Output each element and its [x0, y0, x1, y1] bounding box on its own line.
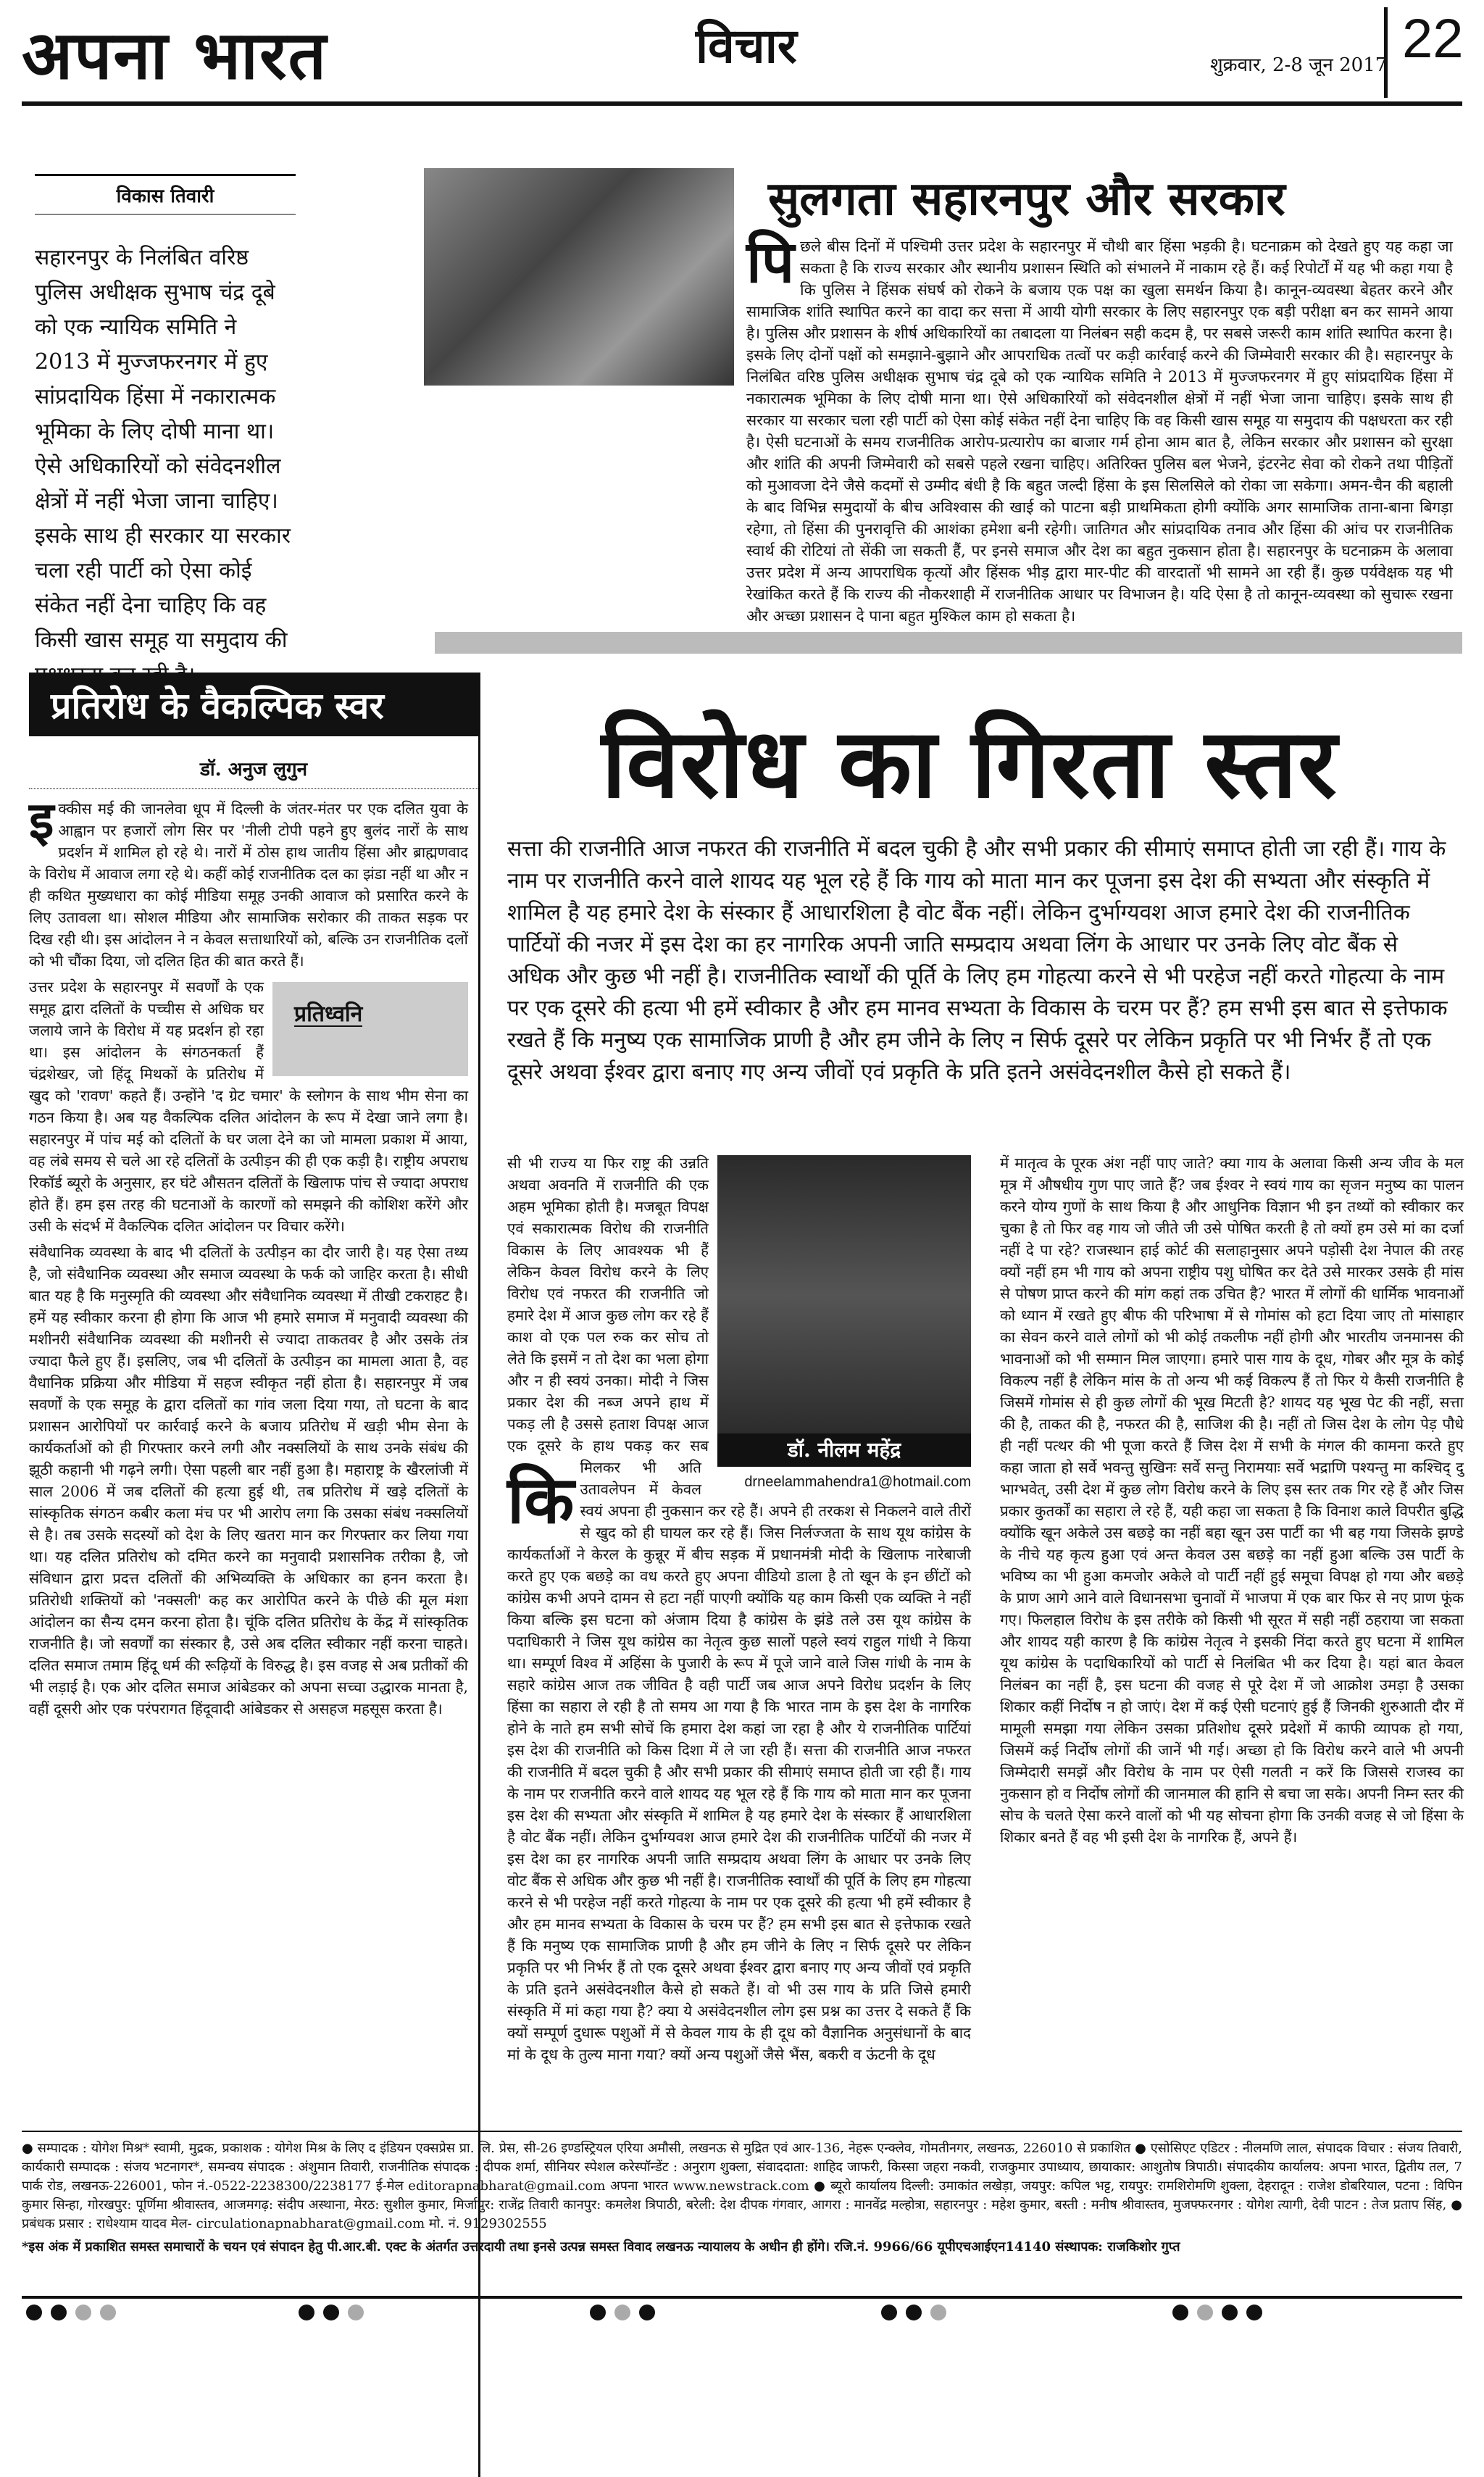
issue-date: शुक्रवार, 2-8 जून 2017 [1210, 54, 1388, 76]
disclaimer-text: *इस अंक में प्रकाशित समस्त समाचारों के चयन एवं संपादन हेतु पी.आर.बी. एक्ट के अंतर्गत उत्तरदायी तथा इनसे उत्पन्न समस्त विवाद लखनऊ न्यायालय के अधीन ही होंगे। रजि.नं. 9966/66 यूपीएचआईएन14140 संस्थापक: राजकिशोर गुप्त [22, 2239, 1180, 2255]
article2-text-a: सी भी राज्य या फिर राष्ट्र की उन्नति अथवा अवनति में राजनीति की एक अहम भूमिका होती है। मजबूत विपक्ष एवं सकारात्मक विरोध की राजनीति विकास के लिए आवश्यक भी हैं लेकिन केवल विरोध करने के लिए विरोध एवं नफरत की राजनीति जो हमारे देश में आज कुछ लोग कर रहे हैं काश वो एक पल रुक कर सोच तो लेते कि इसमें न तो देश का भला होगा और न ही स्वयं उनका। मोदी ने जिस प्रकार देश की नब्ज अपने हाथ में पकड़ ली है उससे हताश विपक्ष आज एक दूसरे के हाथ पकड़ कर सब मिलकर भी अति उतावलेपन में केवल स्वयं अपना ही नुकसान कर रहे हैं। अपने ही तरकश से निकलने वाले तीरों से खुद को ही घायल कर रहे हैं। जिस निर्लज्जता के साथ यूथ कांग्रेस के कार्यकर्ताओं ने केरल के कुन्नूर में बीच सड़क में प्रधानमंत्री मोदी के खिलाफ नारेबाजी करते हुए एक बछड़े का वध करते हुए अपना वीडियो डाला है तो खून के इन छींटों को कांग्रेस कभी अपने दामन से हटा नहीं पाएगी क्योंकि यह काम किसी एक व्यक्ति ने नहीं किया बल्कि इस घटना को अंजाम दिया है कांग्रेस के झंडे तले उस यूथ कांग्रेस के पदाधिकारी ने जिस यूथ कांग्रेस का नेतृत्व कुछ सालों पहले स्वयं राहुल गांधी ने किया था। सम्पूर्ण विश्व में अहिंसा के पुजारी के रूप में पूजे जाने वाले जिस गांधी के नाम के सहारे कांग्रेस आज तक जीवित है वही पार्टी जब आज अपने विरोध प्रदर्शन के लिए हिंसा का सहारा ले रही है तो समय आ गया है कि भारत नाम के इस देश के नागरिक होने के नाते हम सभी सोचें कि हमारा देश कहां जा रहा है और ये राजनीतिक पार्टियां इस देश की राजनीति को किस दिशा में ले जा रही हैं। सत्ता की राजनीति आज नफरत की राजनीति में बदल चुकी है और सभी प्रकार की सीमाएं समाप्त होती जा रही हैं। गाय के नाम पर राजनीति करने वाले शायद यह भूल रहे हैं कि गाय को माता मान कर पूजना इस देश की सभ्यता और संस्कृति में शामिल है यह हमारे देश के संस्कार हैं आधारशिला है वोट बैंक नहीं। लेकिन दुर्भाग्यवश आज हमारे देश की राजनीतिक पार्टियों की नजर में इस देश का हर नागरिक अपनी जाति सम्प्रदाय अथवा लिंग के आधार पर उनके लिए वोट बैंक से अधिक और कुछ भी नहीं है। राजनीतिक स्वार्थों की पूर्ति के लिए हम गोहत्या करने से भी परहेज नहीं करते गोहत्या के नाम पर एक दूसरे की हत्या भी हमें स्वीकार है और हम मानव सभ्यता के विकास के चरम पर हैं? हम सभी इस बात से इत्तेफाक रखते हैं कि मनुष्य एक सामाजिक प्राणी है और हम जीने के लिए न सिर्फ दूसरे पर लेकिन प्रकृति पर भी निर्भर हैं तो एक दूसरे अथवा ईश्वर द्वारा बनाए गए अन्य जीवों एवं प्रकृति के प्रति इतने असंवेदनशील कैसे हो सकते हैं। वो भी उस गाय के प्रति जिसे हमारी संस्कृति में मां कहा गया है? क्या ये असंवेदनशील लोग इस प्रश्न का उत्तर दे सकते हैं कि क्यों सम्पूर्ण दुधारू पशुओं में से केवल गाय के ही दूध को वैज्ञानिक अनुसंधानों के बाद मां के दूध के तुल्य माना गया? क्यों अन्य पशुओं जैसे भैंस, बकरी व ऊंटनी के दूध [507, 1154, 971, 2063]
article1-text: छले बीस दिनों में पश्चिमी उत्तर प्रदेश के सहारनपुर में चौथी बार हिंसा भड़की है। घटनाक्रम को देखते हुए यह कहा जा सकता है कि राज्य सरकार और स्थानीय प्रशासन स्थिति को संभालने में नाकाम रहे हैं। कई रिपोर्टों में यह भी कहा गया है कि पुलिस ने हिंसक संघर्ष को रोकने के बजाय एक पक्ष का खुला समर्थन किया है। कानून-व्यवस्था बेहतर करने और सामाजिक शांति स्थापित करने का वादा कर सत्ता में आयी योगी सरकार के लिए सहारनपुर एक बड़ी परीक्षा बन कर सामने आया है। पुलिस और प्रशासन के शीर्ष अधिकारियों का तबादला या निलंबन सही कदम है, पर सबसे जरूरी काम शांति स्थापित करना है। इसके लिए दोनों पक्षों को समझाने-बुझाने और आपराधिक तत्वों पर कड़ी कार्रवाई करने की जिम्मेवारी सरकार की है। सहारनपुर के निलंबित वरिष्ठ पुलिस अधीक्षक सुभाष चंद्र दूबे को एक न्यायिक समिति ने 2013 में मुज्जफरनगर में हुए सांप्रदायिक हिंसा में नकारात्मक भूमिका के लिए दोषी माना था। ऐसे अधिकारियों को संवेदनशील क्षेत्रों में नहीं भेजा जाना चाहिए। इसके साथ ही सरकार या सरकार चला रही पार्टी को ऐसा कोई संकेत नहीं देना चाहिए कि वह किसी खास समूह या समुदाय की पक्षधरता कर रही है। ऐसी घटनाओं के समय राजनीतिक आरोप-प्रत्यारोप का बाजार गर्म होना आम बात है, लेकिन सरकार और प्रशासन को सुरक्षा और शांति की अपनी जिम्मेवारी को सबसे पहले रखना चाहिए। अतिरिक्त पुलिस बल भेजने, इंटरनेट सेवा को रोकने तथा पीड़ितों को मुआवजा देने जैसे कदमों से उम्मीद बंधी है कि बहुत जल्दी हिंसा के इस सिलसिले को रोका जा सकेगा। अमन-चैन की बहाली के बाद विभिन्न समुदायों के बीच अविश्वास की खाई को पाटना बड़ी प्राथमिकता होगी क्योंकि अगर सामाजिक ताना-बाना बिगड़ा रहेगा, तो हिंसा की पुनरावृत्ति की आशंका हमेशा बनी रहेगी। जातिगत और सांप्रदायिक तनाव और हिंसा की आंच पर राजनीतिक स्वार्थ की रोटियां तो सेंकी जा सकती हैं, पर इनसे समाज और देश का बहुत नुकसान होता है। सहारनपुर के घटनाक्रम के अलावा उत्तर प्रदेश में अन्य आपराधिक कृत्यों और हिंसक भीड़ द्वारा मार-पीट की वारदातों भी सामने आ रही हैं। कुछ पर्यवेक्षक यह भी रेखांकित करते हैं कि राज्य की नौकरशाही में राजनीतिक आधार पर विभाजन है। यदि ऐसा है तो कानून-व्यवस्था को सुचारू रखना और अच्छा प्रशासन दे पाना बहुत मुश्किल काम हो सकता है। [746, 238, 1453, 625]
portrait-caption: डॉ. नीलम महेंद्र [717, 1433, 971, 1467]
sidebar-paragraph: क्कीस मई की जानलेवा धूप में दिल्ली के जंतर-मंतर पर एक दलित युवा के आह्वान पर हजारों लोग सिर पर 'नीली टोपी पहने हुए बुलंद नारों के साथ प्रदर्शन में शामिल हो रहे थे। नारों में ठोस हाथ जातीय हिंसा और ब्राह्मणवाद के विरोध में आवाज लगा रहे थे। कहीं कोई राजनीतिक दल का झंडा नहीं था और न ही कथित मुख्यधारा का कोई मीडिया समूह उनकी आवाज को प्रसारित करने के लिए उतावला था। सोशल मीडिया और सामाजिक सरोकार की ताकत सड़क पर दिख रही थी। इस आंदोलन ने न केवल सत्ताधारियों को, बल्कि उन राजनीतिक दलों को भी चौंका दिया, जो दलित हित की बात करते हैं। [29, 800, 468, 970]
page-number: 22 [1384, 7, 1464, 98]
article1-body [424, 228, 1453, 627]
sidebar-body [29, 790, 478, 1720]
sidebar-paragraph: उत्तर प्रदेश के सहारनपुर में सवर्णों के एक समूह द्वारा दलितों के पच्चीस से अधिक घर जलाये जाने के विरोध में यह प्रदर्शन हो रहा था। इस आंदोलन के संगठनकर्ता हैं चंद्रशेखर, जो हिंदू मिथकों के प्रतिरोध में खुद को 'रावण' कहते हैं। उन्होंने 'द ग्रेट चमार' के स्लोगन के साथ भीम सेना का गठन किया है। अब यह वैकल्पिक दलित आंदोलन के रूप में देखा जाने लगा है। सहारनपुर में पांच मई को दलितों के घर जला देने का जो मामला प्रकाश में आया, वह लंबे समय से चले आ रहे दलितों के उत्पीड़न की ही एक कड़ी है। राष्ट्रीय अपराध रिकॉर्ड ब्यूरो के अनुसार, हर घंटे औसतन दलितों के खिलाफ पांच से ज्यादा अपराध होते हैं। हम इस तरह की घटनाओं के कारणों को समझने की कोशिश करेंगे और उसी के संदर्भ में वैकल्पिक दलित आंदोलन पर विचार करेंगे। [29, 978, 468, 1235]
article2-column-b: में मातृत्व के पूरक अंश नहीं पाए जाते? क्या गाय के अलावा किसी अन्य जीव के मल मूत्र में औषधीय गुण पाए जाते हैं? जब ईश्वर ने स्वयं गाय का सृजन मनुष्य का पालन करने योग्य गुणों के साथ किया है और आधुनिक विज्ञान भी इन तथ्यों को स्वीकार कर चुका है तो फिर वह गाय जो जीते जी उसे पोषित करती है तो क्यों हम उसे मां का दर्जा नहीं दे पा रहे? राजस्थान हाई कोर्ट की सलाहानुसार अपने पड़ोसी देश नेपाल की तरह क्यों नहीं हम भी गाय को अपना राष्ट्रीय पशु घोषित कर देते उसे मारकर उसके ही मांस से पोषण प्राप्त करने की मांग कहां तक उचित है? भारत में लोगों की धार्मिक भावनाओं को ध्यान में रखते हुए बीफ की परिभाषा में से गोमांस को हटा दिया जाए तो मांसाहार का सेवन करने वाले लोगों को भी कोई तकलीफ नहीं होगी और भारतीय जनमानस की भावनाओं को भी सम्मान मिल जाएगा। हमारे पास गाय के दूध, गोबर और मूत्र के कोई विकल्प नहीं है लेकिन मांस के तो अन्य भी कई विकल्प हैं तो फिर ये कैसी राजनीति है जिसमें गोमांस से ही कुछ लोगों की भूख मिटती है? शायद यह भूख पेट की नहीं, सत्ता की है, ताकत की है, नफरत की है, साजिश की है। नहीं तो जिस देश के लोग पेड़ पौधे ही नहीं पत्थर की भी पूजा करते हैं जिस देश में सभी के मंगल की कामना करते हुए कहा जाता हो सर्वे भवन्तु सुखिनः सर्वे सन्तु निरामयाः सर्वे भद्राणि पश्यन्तु मा कश्चिद् दु भाग्भवेत्, उसी देश में कुछ लोग विरोध करने के लिए इस स्तर तक गिर रहे हैं और जिस प्रकार कुतर्कों का सहारा ले रहे हैं, यही कहा जा सकता है कि विनाश काले विपरीत बुद्धि क्योंकि खून अकेले उस बछड़े का नहीं बहा खून उस पार्टी का भी बह गया जिसके झण्डे के नीचे यह कृत्य हुआ एवं अन्त केवल उस बछड़े का नहीं हुआ बल्कि उस पार्टी के भविष्य का भी हुआ कमजोर अकेले वो पार्टी नहीं हुई समूचा विपक्ष हो गया और बछड़े के प्राण आगे आने वाले विधानसभा चुनावों में भाजपा में एक बार फिर से नए प्राण फूंक गए। फिलहाल विरोध के इस तरीके को किसी भी सूरत में सही नहीं ठहराया जा सकता और शायद यही कारण है कि कांग्रेस नेतृत्व ने इसकी निंदा करते हुए घटना में शामिल यूथ कांग्रेस के पदाधिकारियों को पार्टी से निलंबित भी कर दिया है। यहां बात केवल निलंबन का नहीं है, इस घटना की वजह से पूरे देश में जो आक्रोश उमड़ा है उसका शिकार कहीं निर्दोष न हो जाएं। देश में कई ऐसी घटनाएं हुई हैं जिनकी शुरुआती दौर में मामूली समझा गया लेकिन उसका प्रतिशोध दूसरे प्रदेशों में काफी व्यापक हो गया, जिसमें कई निर्दोष लोगों की जानें भी गई। अच्छा हो कि विरोध करने वाले भी अपनी जिम्मेदारी समझें और विरोध के नाम पर ऐसी गलती न करें कि जिससे राजस्व का नुकसान हो व निर्दोष लोगों की जानमाल की हानि से बचा जा सके। अपनी निम्न स्तर की सोच के चलते ऐसा करने वालों को भी यह सोचना होगा कि उनकी वजह से जो हिंसा के शिकार बनते हैं वह भी इसी देश के नागरिक हैं, अपने हैं। [1000, 1154, 1464, 1846]
article2-headline: विरोध का गिरता स्तर [601, 707, 1338, 820]
newspaper-logo: अपना भारत [22, 16, 328, 94]
article1-dropcap: पि [746, 228, 795, 296]
article2-intro: सत्ता की राजनीति आज नफरत की राजनीति में बदल चुकी है और सभी प्रकार की सीमाएं समाप्त होती जा रही हैं। गाय के नाम पर राजनीति करने वाले शायद यह भूल रहे हैं कि गाय को माता मान कर पूजना इस देश की सभ्यता और संस्कृति में शामिल है यह हमारे देश के संस्कार हैं आधारशिला है वोट बैंक नहीं। लेकिन दुर्भाग्यवश आज हमारे देश की राजनीतिक पार्टियों की नजर में इस देश का हर नागरिक अपनी जाति सम्प्रदाय अथवा लिंग के आधार पर उनके लिए वोट बैंक से अधिक और कुछ भी नहीं है। राजनीतिक स्वार्थों की पूर्ति के लिए हम गोहत्या करने से भी परहेज नहीं करते गोहत्या के नाम पर एक दूसरे की हत्या भी हमें स्वीकार है और हम मानव सभ्यता के विकास के चरम पर हैं? हम सभी इस बात से इत्तेफाक रखते हैं कि मनुष्य एक सामाजिक प्राणी है और हम जीने के लिए न सिर्फ दूसरे पर लेकिन प्रकृति पर भी निर्भर हैं तो एक दूसरे अथवा ईश्वर द्वारा बनाए गए अन्य जीवों एवं प्रकृति के प्रति इतने असंवेदनशील कैसे हो सकते हैं। [507, 836, 1448, 1085]
pratidhvani-box [272, 982, 468, 1076]
pratidhvani-label: प्रतिध्वनि [294, 1002, 363, 1027]
sidebar-paragraph: संवैधानिक व्यवस्था के बाद भी दलितों के उत्पीड़न का दौर जारी है। यह ऐसा तथ्य है, जो संवैधानिक व्यवस्था और समाज व्यवस्था के फर्क को जाहिर करता है। सीधी बात यह है कि मनुस्मृति की व्यवस्था और संवैधानिक व्यवस्था में तीखी टकराहट है। हमें यह स्वीकार करना ही होगा कि आज भी हमारे समाज में मनुवादी व्यवस्था की मशीनरी संवैधानिक व्यवस्था की मशीनरी से ज्यादा ताकतवर है और उसके तंत्र ज्यादा फैले हुए हैं। इसलिए, जब भी दलितों के उत्पीड़न का मामला आता है, वह वैधानिक प्रक्रिया और मीडिया में सहज स्वीकृत नहीं होता है। सहारनपुर में जब सवर्णों के एक समूह के द्वारा दलितों का गांव जला दिया गया, तो घटना के बाद प्रशासन आरोपियों पर कार्रवाई करने के बजाय प्रतिरोध में खड़ी भीम सेना के कार्यकर्ताओं को ही गिरफ्तार करने लगी और नक्सलियों के साथ उनके संबंध की झूठी कहानी भी गढ़ने लगी। ऐसा पहली बार नहीं हुआ है। महाराष्ट्र के खैरलांजी में साल 2006 में जब दलितों की हत्या हुई थी, तब प्रतिरोध में खड़े दलितों के सांस्कृतिक संगठन कबीर कला मंच पर भी आरोप लगा कि उसका संबंध नक्सलियों से है। तब उसके सदस्यों को देश के लिए खतरा मान कर गिरफ्तार कर लिया गया था। यह दलित प्रतिरोध को दमित करने का मनुवादी प्रशासनिक तरीका है, जो संविधान द्वारा प्रदत्त दलितों की अभिव्यक्ति के अधिकार का हनन करता है। प्रतिरोधी शक्तियों को 'नक्सली' कह कर आरोपित करने के पीछे की मूल मंशा आंदोलन का सैन्य दमन करना होता है। चूंकि दलित प्रतिरोध के केंद्र में सांस्कृतिक राजनीति है। जो सवर्णों का संस्कार है, उसे अब दलित स्वीकार नहीं करना चाहते। दलित समाज तमाम हिंदू धर्म की रूढ़ियों के विरुद्ध है। इस वजह से अब प्रतीकों की भी लड़ाई है। एक ओर दलित समाज आंबेडकर को अपना सच्चा उद्धारक मानता है, वहीं दूसरी ओर एक परंपरागत हिंदूवादी आंबेडकर से असहज महसूस करता है। [29, 1244, 468, 1718]
article1-sidebar [35, 174, 296, 693]
author-portrait [717, 1155, 971, 1467]
article2-dropcap: कि [507, 1462, 575, 1539]
divider-band [435, 632, 1462, 654]
article1-pull-quote: सहारनपुर के निलंबित वरिष्ठ पुलिस अधीक्षक सुभाष चंद्र दूबे को एक न्यायिक समिति ने 2013 में मुज्जफरनगर में हुए सांप्रदायिक हिंसा में नकारात्मक भूमिका के लिए दोषी माना था। ऐसे अधिकारियों को संवेदनशील क्षेत्रों में नहीं भेजा जाना चाहिए। इसके साथ ही सरकार या सरकार चला रही पार्टी को ऐसा कोई संकेत नहीं देना चाहिए कि वह किसी खास समूह या समुदाय की [35, 245, 291, 653]
imprint-footer [22, 2131, 1462, 2257]
author-email: drneelammahendra1@hotmail.com [744, 1474, 971, 1490]
decorative-dots-bar [22, 2296, 1462, 2328]
sidebar-dropcap: इ [29, 790, 54, 850]
masthead [22, 7, 1462, 106]
imprint-text: ● सम्पादक : योगेश मिश्र* स्वामी, मुद्रक, प्रकाशक : योगेश मिश्र के लिए द इंडियन एक्सप्रेस प्रा. लि. प्रेस, सी-26 इण्डस्ट्रियल एरिया अमौसी, लखनऊ से मुद्रित एवं आर-136, नेहरू एन्क्लेव, गोमतीनगर, लखनऊ, 226010 से प्रकाशित ● एसोसिएट एडिटर : नीलमणि लाल, संपादक विचार : संजय तिवारी, कार्यकारी सम्पादक : संजय भटनागर*, समन्वय संपादक : अंशुमान तिवारी, राजनीतिक संपादक : दीपक शर्मा, सीनियर स्पेशल करेस्पॉन्डेंट : अनुराग शुक्ला, संवाददाता: शाहिद जाफरी, किस्सा जहरा नकवी, राजकुमार उपाध्याय, छायाकार: आशुतोष त्रिपाठी। संपादकीय कार्यालय: अपना भारत, द्वितीय तल, 7 पार्क रोड, लखनऊ-226001, फोन नं.-0522-2238300/2238177 ई-मेल editorapnabharat@gmail.com अपना भारत www.newstrack.com ● ब्यूरो कार्यालय दिल्ली: उमाकांत लखेड़ा, जयपुर: कपिल भट्ट, रायपुर: रामशिरोमणि शुक्ला, देहरादून : राजेश डोबरियाल, पटना : विपिन कुमार सिन्हा, गोरखपुर: पूर्णिमा श्रीवास्तव, आजमगढ़: संदीप अस्थाना, मेरठ: सुशील कुमार, मिर्जापुर: राजेंद्र तिवारी कानपुर: कमलेश त्रिपाठी, बरेली: देश दीपक गंगवार, आगरा : मानवेंद्र मल्होत्रा, सहारनपुर : महेश कुमार, बस्ती : मनीष श्रीवास्तव, मुजफ्फरनगर : योगेश त्यागी, देवी पाटन : तेज प्रताप सिंह, ● प्रबंधक प्रसार : राधेश्याम यादव मेल- circulationapnabharat@gmail.com मो. नं. 9129302555 [22, 2141, 1462, 2231]
article2-column-a [507, 1152, 971, 2065]
article1-author: विकास तिवारी [35, 174, 296, 215]
section-title: विचार [696, 17, 797, 74]
article1-headline: सुलगता सहारनपुर और सरकार [768, 172, 1285, 226]
sidebar-author: डॉ. अनुज लुगुन [29, 755, 478, 789]
sidebar-title: प्रतिरोध के वैकल्पिक स्वर [29, 673, 478, 736]
